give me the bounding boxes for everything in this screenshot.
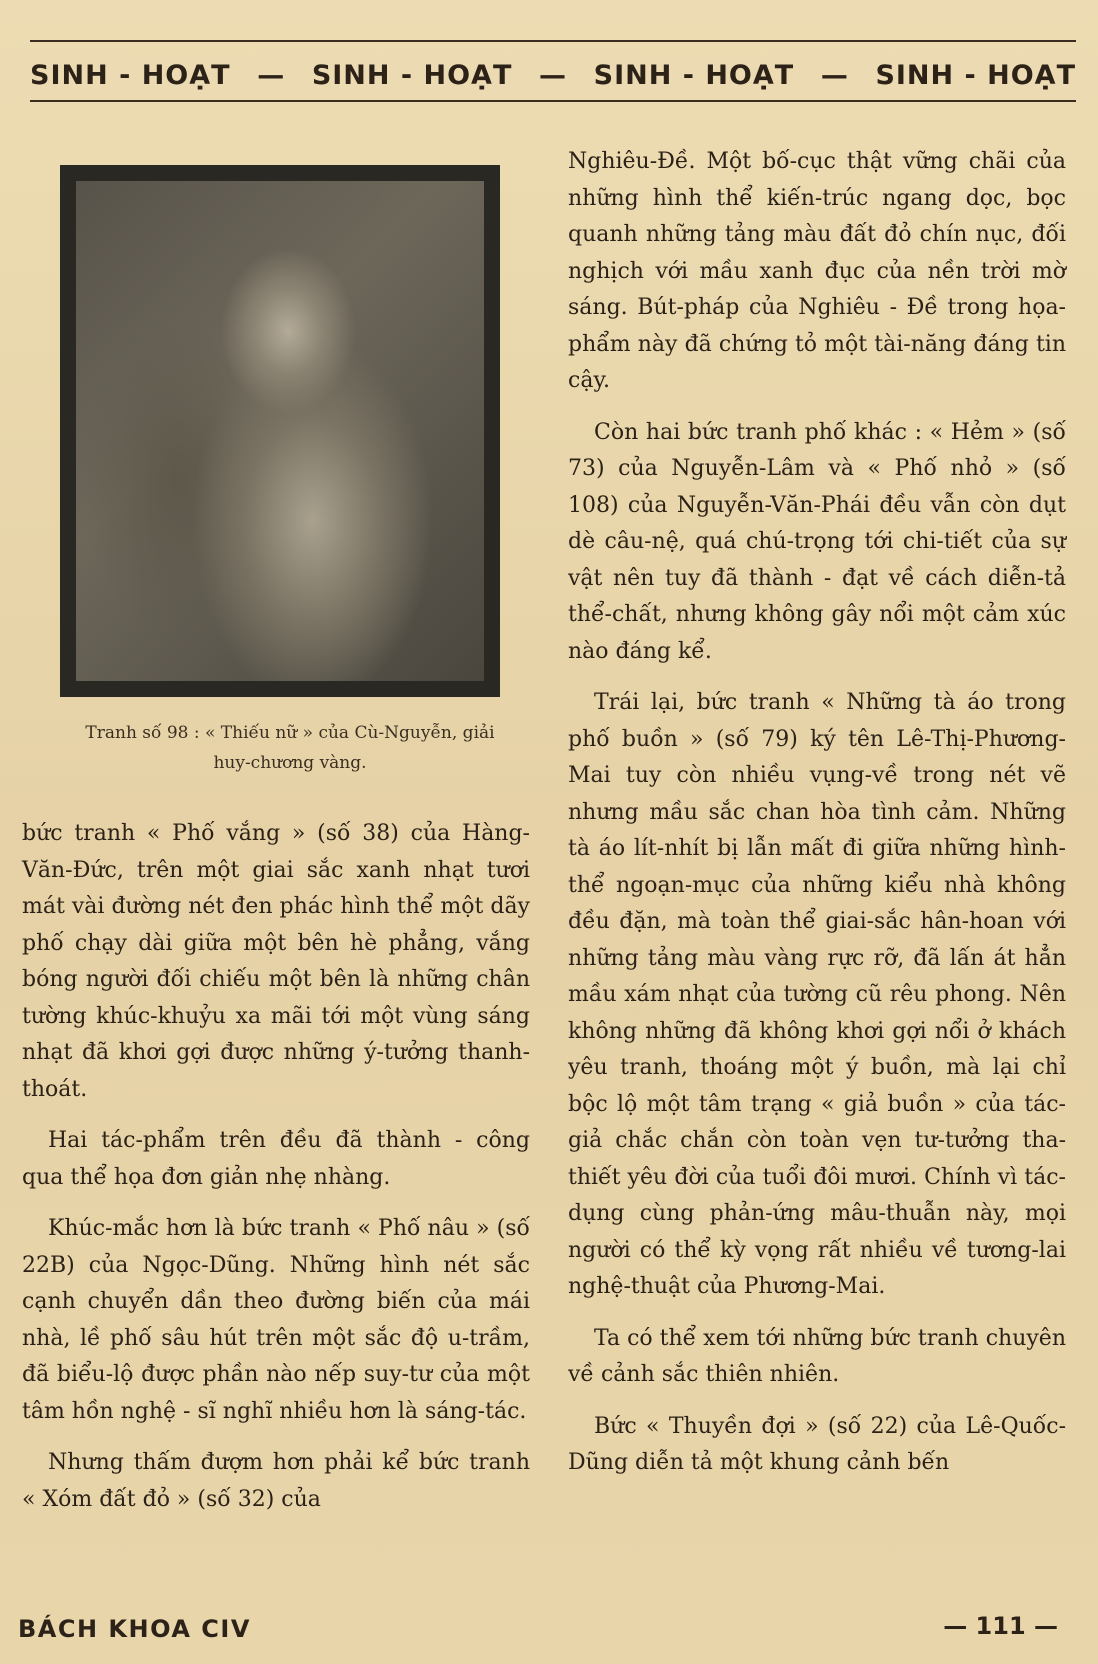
left-column (22, 816, 530, 1518)
caption-line: huy-chương vàng. (213, 753, 367, 773)
paragraph: Nghiêu-Đề. Một bố-cục thật vững chãi của những hình thể kiến-trúc ngang dọc, bọc quanh những tảng màu đất đỏ chín nục, đối nghịch với mầu xanh đục của nền trời mờ sáng. Bút-pháp của Nghiêu - Đề trong họa-phẩm này đã chứng tỏ một tài-năng đáng tin cậy. (568, 149, 1066, 393)
paragraph: Ta có thể xem tới những bức tranh chuyên về cảnh sắc thiên nhiên. (568, 1325, 1066, 1387)
right-column (568, 144, 1066, 1482)
header-separator: — (257, 59, 286, 91)
section-header (30, 50, 1076, 100)
paragraph: Khúc-mắc hơn là bức tranh « Phố nâu » (số 22B) của Ngọc-Dũng. Những hình nét sắc cạnh chuyển dần theo đường biến của mái nhà, lề phố sâu hút trên một sắc độ u-trầm, đã biểu-lộ được phần nào nếp suy-tư của một tâm hồn nghệ - sĩ nghĩ nhiều hơn là sáng-tác. (22, 1216, 530, 1424)
paragraph: Hai tác-phẩm trên đều đã thành - công qua thể họa đơn giản nhẹ nhàng. (22, 1128, 530, 1190)
page-number: — 111 — (943, 1612, 1058, 1640)
header-top-rule (30, 40, 1076, 42)
header-separator: — (820, 59, 849, 91)
header-item: SINH - HOẠT (311, 59, 513, 91)
header-item: SINH - HOẠT (30, 59, 231, 91)
painting-image (76, 181, 484, 681)
paragraph: Bức « Thuyền đợi » (số 22) của Lê-Quốc-Dũng diễn tả một khung cảnh bến (568, 1413, 1066, 1475)
paragraph: Nhưng thấm đượm hơn phải kể bức tranh « Xóm đất đỏ » (số 32) của (22, 1450, 530, 1512)
paragraph: Trái lại, bức tranh « Những tà áo trong phố buồn » (số 79) ký tên Lê-Thị-Phương-Mai tuy còn nhiều vụng-về trong nét vẽ nhưng mầu sắc chan hòa tình cảm. Những tà áo lít-nhít bị lẫn mất đi giữa những hình-thể ngoạn-mục của những kiểu nhà không đều đặn, mà toàn thể giai-sắc hân-hoan với những tảng màu vàng rực rỡ, đã lấn át hẳn mầu xám nhạt của tường cũ rêu phong. Nên không những đã không khơi gợi nổi ở khách yêu tranh, thoáng một ý buồn, mà lại chỉ bộc lộ một tâm trạng « giả buồn » của tác-giả chắc chắn còn toàn vẹn tư-tưởng tha-thiết yêu đời của tuổi đôi mươi. Chính vì tác-dụng cùng phản-ứng mâu-thuẫn này, mọi người có thể kỳ vọng rất nhiều về tương-lai nghệ-thuật của Phương-Mai. (568, 690, 1066, 1299)
header-separator: — (539, 59, 567, 91)
paragraph: Còn hai bức tranh phố khác : « Hẻm » (số 73) của Nguyễn-Lâm và « Phố nhỏ » (số 108) của Nguyễn-Văn-Phái đều vẫn còn dụt dè câu-nệ, quá chú-trọng tới chi-tiết của sự vật nên tuy đã thành - đạt về cách diễn-tả thể-chất, nhưng không gây nổi một cảm xúc nào đáng kể. (568, 419, 1066, 664)
paragraph: bức tranh « Phố vắng » (số 38) của Hàng-Văn-Đức, trên một giai sắc xanh nhạt tươi mát vài đường nét đen phác hình thể một dãy phố chạy dài giữa một bên hè phẳng, vắng bóng người đối chiếu một bên là những chân tường khúc-khuỷu xa mãi tới một vùng sáng nhạt đã khơi gợi được những ý-tưởng thanh-thoát. (22, 821, 530, 1102)
header-bottom-rule (30, 100, 1076, 102)
figure-caption (50, 718, 530, 778)
publication-name: BÁCH KHOA CIV (18, 1615, 251, 1643)
header-item: SINH - HOẠT (875, 59, 1076, 91)
caption-line: Tranh số 98 : « Thiếu nữ » của Cù-Nguyễn, giải (85, 723, 495, 743)
painting-photo (60, 165, 500, 697)
header-item: SINH - HOẠT (593, 59, 795, 91)
